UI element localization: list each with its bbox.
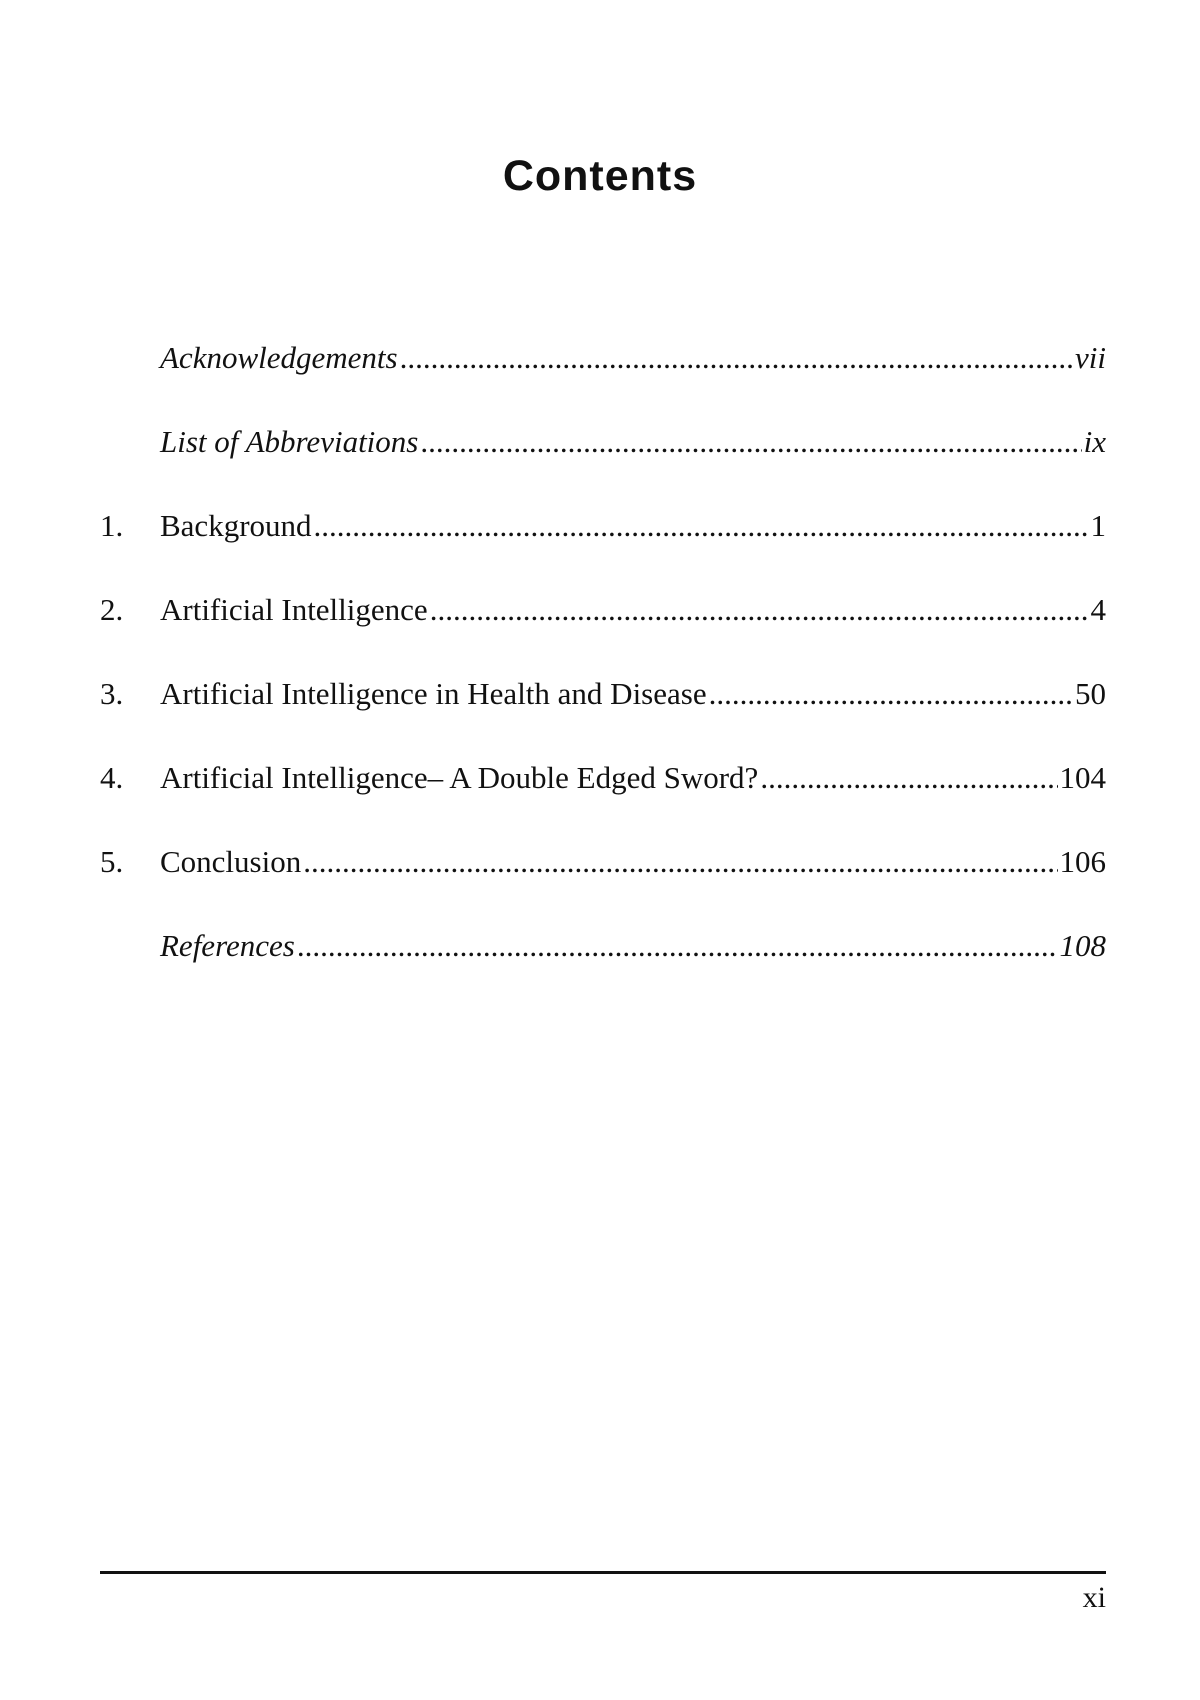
- dot-leader: [709, 674, 1073, 714]
- toc-entry-title: Artificial Intelligence– A Double Edged Sword?: [160, 760, 759, 795]
- toc-entry-page: 4: [1090, 592, 1106, 627]
- toc-entry-title: Artificial Intelligence in Health and Disease: [160, 676, 707, 711]
- toc-entry-number: 4.: [100, 760, 124, 795]
- toc-entry-conclusion[interactable]: [100, 842, 1106, 926]
- toc-entry-title: Acknowledgements: [160, 340, 398, 375]
- dot-leader: [420, 422, 1081, 462]
- toc-entry-page: 50: [1075, 676, 1106, 711]
- toc-entry-number: 5.: [100, 844, 124, 879]
- toc-entry-page: 1: [1090, 508, 1106, 543]
- dot-leader: [400, 338, 1073, 378]
- toc-entry-page: ix: [1083, 424, 1106, 459]
- toc-entry-page: 104: [1059, 760, 1106, 795]
- toc-entry-ai-double-edged-sword[interactable]: [100, 758, 1106, 842]
- footer-divider: [100, 1571, 1106, 1574]
- toc-entry-list-of-abbreviations[interactable]: [100, 422, 1106, 506]
- toc-entry-title: Artificial Intelligence: [160, 592, 428, 627]
- page-title: Contents: [502, 152, 698, 200]
- toc-entry-number: 3.: [100, 676, 124, 711]
- dot-leader: [297, 926, 1058, 966]
- table-of-contents: [100, 338, 1106, 1010]
- dot-leader: [760, 758, 1057, 798]
- dot-leader: [303, 842, 1057, 882]
- toc-entry-artificial-intelligence[interactable]: [100, 590, 1106, 674]
- toc-entry-title: Conclusion: [160, 844, 302, 879]
- toc-entry-background[interactable]: [100, 506, 1106, 590]
- dot-leader: [314, 506, 1089, 546]
- toc-entry-title: References: [160, 928, 295, 963]
- toc-entry-page: vii: [1075, 340, 1106, 375]
- toc-entry-title: Background: [160, 508, 312, 543]
- toc-entry-number: 2.: [100, 592, 124, 627]
- toc-entry-number: 1.: [100, 508, 124, 543]
- toc-entry-page: 106: [1059, 844, 1106, 879]
- toc-entry-acknowledgements[interactable]: [100, 338, 1106, 422]
- toc-entry-ai-health-disease[interactable]: [100, 674, 1106, 758]
- page-number: xi: [1082, 1581, 1106, 1614]
- toc-entry-title: List of Abbreviations: [160, 424, 419, 459]
- toc-entry-page: 108: [1059, 928, 1106, 963]
- dot-leader: [430, 590, 1089, 630]
- toc-entry-references[interactable]: [100, 926, 1106, 1010]
